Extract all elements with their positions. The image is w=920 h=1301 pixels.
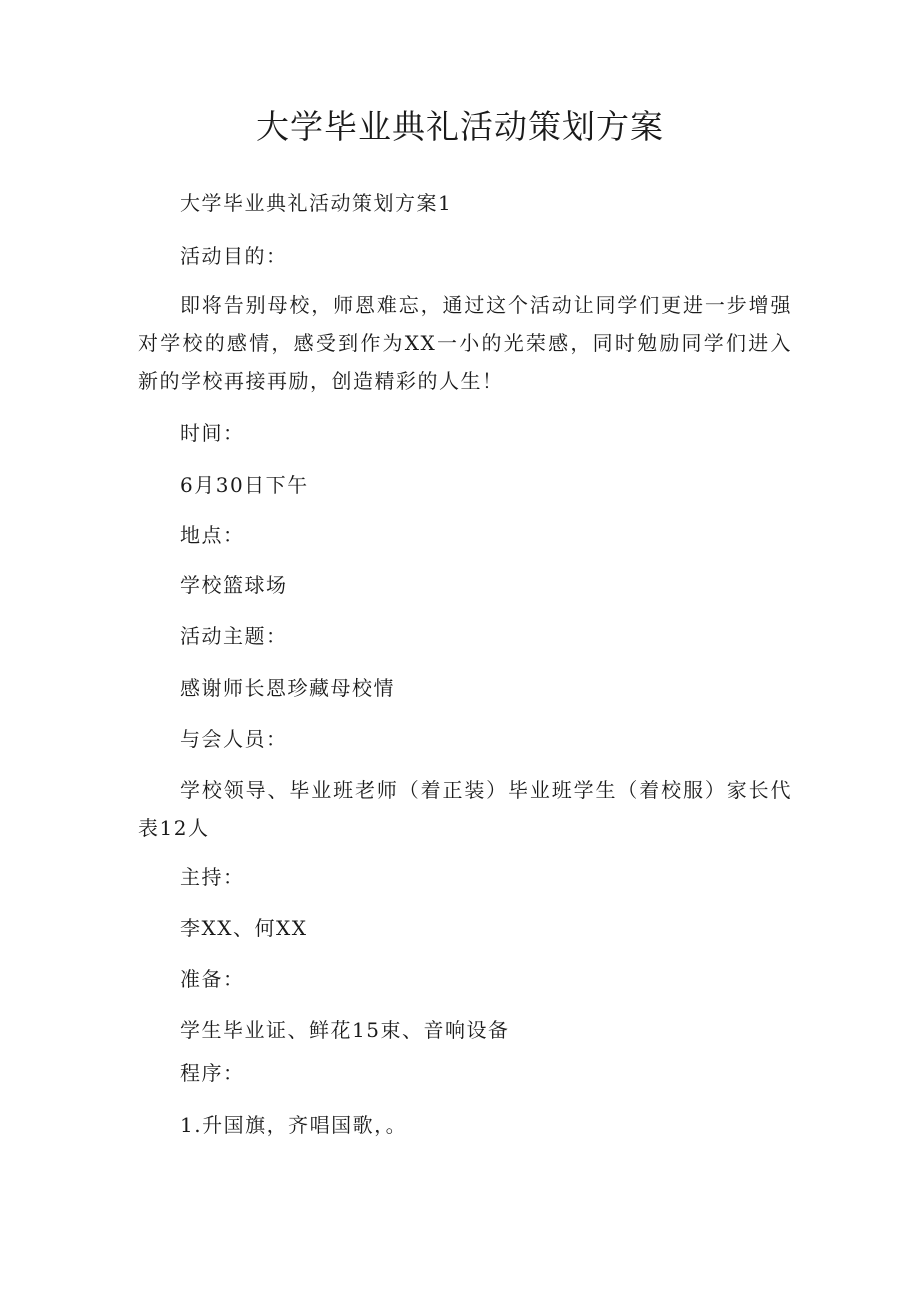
- procedure-label: 程序：: [180, 1061, 245, 1085]
- time-label: 时间：: [180, 421, 245, 445]
- procedure-step-1: 1.升国旗，齐唱国歌，。: [180, 1113, 408, 1137]
- host-label: 主持：: [180, 865, 245, 889]
- purpose-text: 即将告别母校，师恩难忘，通过这个活动让同学们更进一步增强对学校的感情，感受到作为XX一小的光荣感，同时勉励同学们进入新的学校再接再励，创造精彩的人生！: [138, 293, 792, 393]
- theme-value: 感谢师长恩珍藏母校情: [180, 676, 395, 700]
- host-value: 李XX、何XX: [180, 916, 308, 940]
- attendees-value: 学校领导、毕业班老师（着正装）毕业班学生（着校服）家长代表12人: [138, 778, 792, 840]
- place-label: 地点：: [180, 523, 245, 547]
- time-value: 6月30日下午: [180, 473, 309, 497]
- attendees-label: 与会人员：: [180, 727, 288, 751]
- plan-subtitle: 大学毕业典礼活动策划方案1: [180, 191, 453, 215]
- purpose-label: 活动目的：: [180, 244, 288, 268]
- document-title: 大学毕业典礼活动策划方案: [256, 107, 664, 146]
- place-value: 学校篮球场: [180, 573, 288, 597]
- prep-label: 准备：: [180, 967, 245, 991]
- theme-label: 活动主题：: [180, 624, 288, 648]
- prep-value: 学生毕业证、鲜花15束、音响设备: [180, 1018, 510, 1042]
